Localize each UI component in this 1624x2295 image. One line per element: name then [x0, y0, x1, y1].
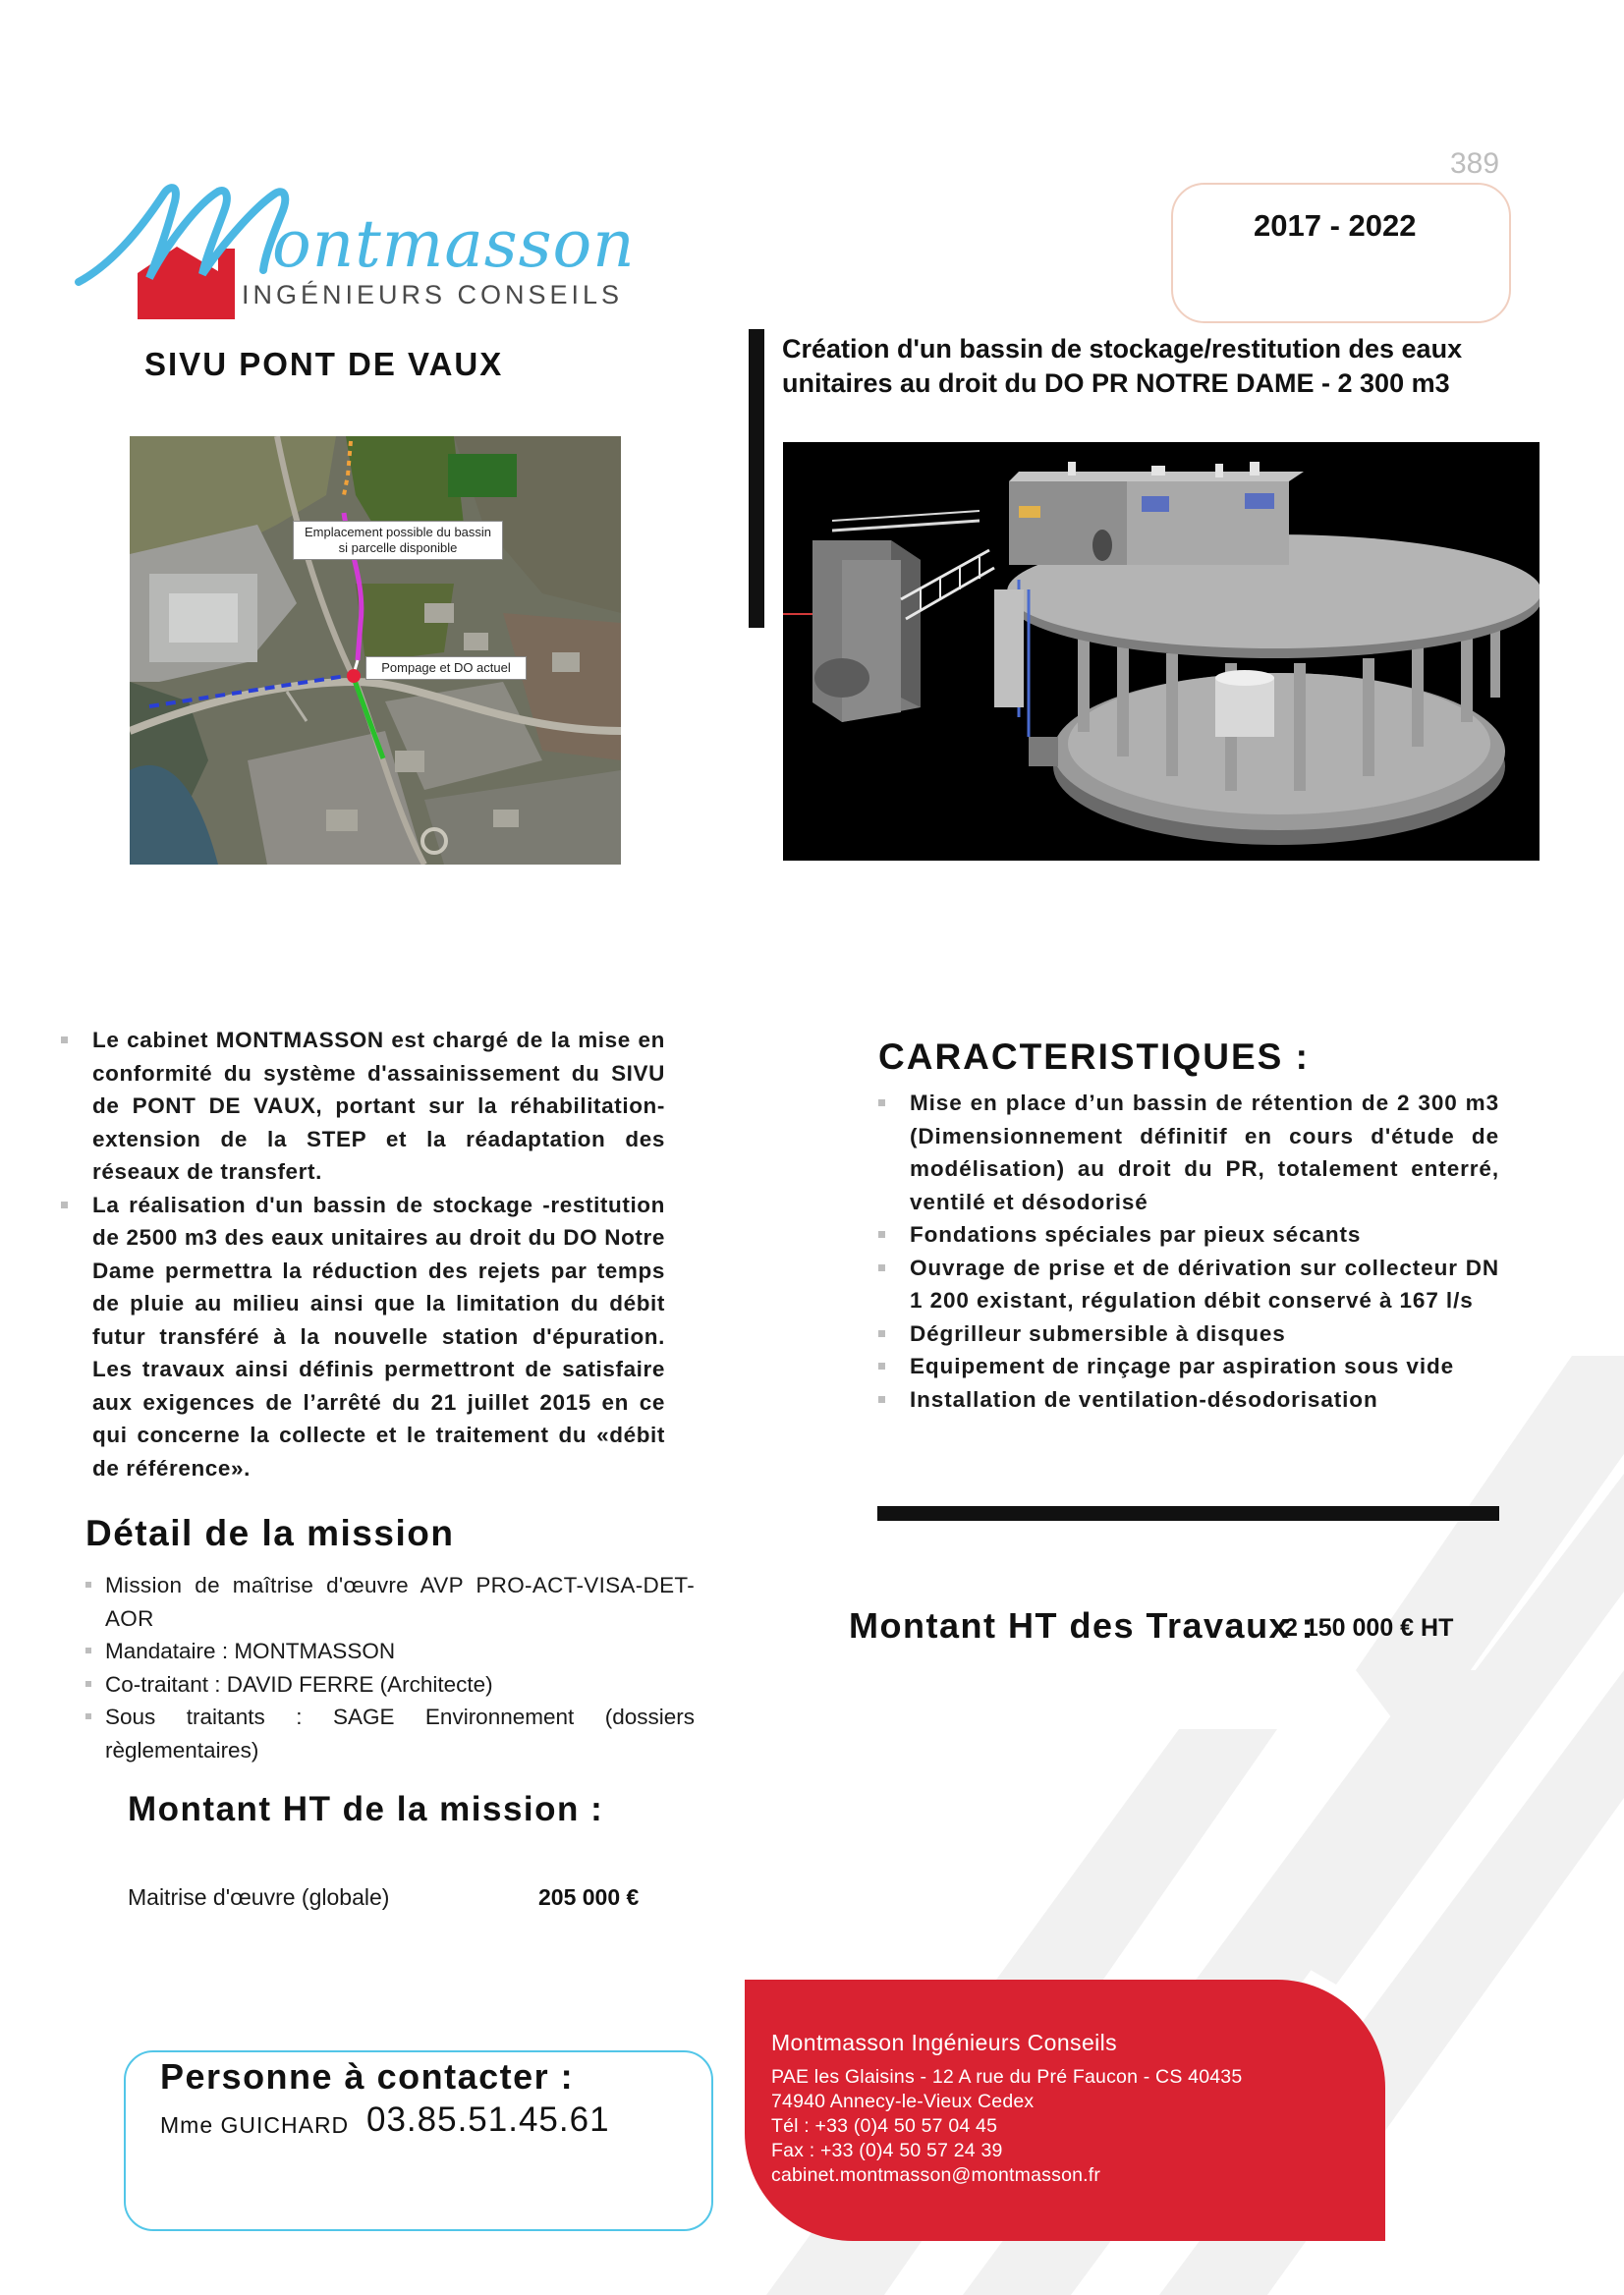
caracteristique-item [878, 1350, 1499, 1383]
svg-text:ontmasson: ontmasson [272, 206, 636, 282]
contact-name: Mme GUICHARD [160, 2112, 350, 2138]
bullet-marker [61, 1202, 68, 1208]
company-address-line: 74940 Annecy-le-Vieux Cedex [771, 2091, 1035, 2112]
mission-item-text: Mandataire : MONTMASSON [105, 1639, 396, 1663]
bullet-marker [878, 1363, 885, 1370]
section-divider-bar [877, 1506, 1499, 1521]
mission-fee-label: Maitrise d'œuvre (globale) [128, 1884, 390, 1910]
caracteristique-text: Dégrilleur submersible à disques [910, 1320, 1286, 1346]
project-title-line: unitaires au droit du DO PR NOTRE DAME - 2 300 m3 [782, 368, 1450, 398]
contact-phone: 03.85.51.45.61 [366, 2100, 610, 2139]
caracteristiques-title: CARACTERISTIQUES : [878, 1036, 1310, 1077]
mission-amount-title: Montant HT de la mission : [128, 1790, 604, 1828]
company-fax-line: Fax : +33 (0)4 50 57 24 39 [771, 2140, 1003, 2161]
mission-title: Détail de la mission [85, 1513, 455, 1553]
company-email-link[interactable]: cabinet.montmasson@montmasson.fr [771, 2164, 1101, 2186]
caracteristique-item [878, 1317, 1499, 1351]
caracteristique-item [878, 1218, 1499, 1252]
project-title-line: Création d'un bassin de stockage/restitution des eaux [782, 334, 1463, 364]
mission-item [85, 1701, 695, 1766]
title-accent-bar [749, 329, 764, 628]
intro-bullets [61, 1024, 665, 1484]
bullet-marker [878, 1099, 885, 1106]
bullet-marker [878, 1396, 885, 1403]
map-label-current-pump: Pompage et DO actuel [365, 656, 527, 680]
mission-item [85, 1569, 695, 1635]
basin-3d-model [783, 442, 1540, 861]
mission-list [85, 1569, 695, 1766]
logo-tagline: INGÉNIEURS CONSEILS [242, 280, 624, 309]
caracteristique-text: Ouvrage de prise et de dérivation sur collecteur DN 1 200 existant, régulation débit conservé à 167 l/s [910, 1255, 1499, 1313]
travaux-amount-value: 2 150 000 € HT [1284, 1614, 1454, 1642]
caracteristique-item [878, 1383, 1499, 1417]
bullet-marker [85, 1648, 91, 1653]
bullet-marker [878, 1264, 885, 1271]
mission-item-text: Mission de maîtrise d'œuvre AVP PRO-ACT-VISA-DET-AOR [105, 1573, 695, 1631]
project-title [782, 332, 1489, 401]
intro-bullet [61, 1189, 665, 1485]
intro-bullet-text: La réalisation d'un bassin de stockage -restitution de 2500 m3 des eaux unitaires au droit du DO Notre Dame permettra la réduction des rejets par temps de pluie au milieu ainsi que la limitation du débit futur transféré à la nouvelle station d'épuration. Les travaux ainsi définis permettront de satisfaire aux exigences de l’arrêté du 21 juillet 2015 en ce qui concerne la collecte et le traitement du «débit de référence». [92, 1192, 665, 1481]
caracteristique-text: Installation de ventilation-désodorisation [910, 1386, 1378, 1412]
bullet-marker [85, 1681, 91, 1687]
mission-item-text: Co-traitant : DAVID FERRE (Architecte) [105, 1671, 493, 1697]
map-label-possible-site: Emplacement possible du bassin si parcelle disponible [293, 521, 503, 560]
company-address-line: PAE les Glaisins - 12 A rue du Pré Faucon - CS 40435 [771, 2066, 1243, 2088]
basin-3d-render [783, 442, 1540, 861]
bullet-marker [85, 1582, 91, 1588]
client-name: SIVU PONT DE VAUX [144, 346, 504, 382]
travaux-amount-title: Montant HT des Travaux : [849, 1605, 1316, 1646]
mission-fee-value: 205 000 € [538, 1884, 640, 1910]
bullet-marker [878, 1231, 885, 1238]
company-name: Montmasson Ingénieurs Conseils [771, 2030, 1118, 2055]
caracteristique-item [878, 1087, 1499, 1218]
intro-bullet [61, 1024, 665, 1189]
caracteristique-text: Mise en place d’un bassin de rétention de 2 300 m3 (Dimensionnement définitif en cours d'étude de modélisation) au droit du PR, totalement enterré, ventilé et désodorisé [910, 1091, 1499, 1214]
page-number: 389 [1450, 147, 1500, 180]
mission-item-text: Sous traitants : SAGE Environnement (dossiers règlementaires) [105, 1705, 695, 1763]
company-address-lines [771, 2065, 1242, 2188]
caracteristique-text: Fondations spéciales par pieux sécants [910, 1222, 1362, 1247]
bullet-marker [878, 1330, 885, 1337]
aerial-map [130, 436, 621, 865]
caracteristique-text: Equipement de rinçage par aspiration sous vide [910, 1354, 1455, 1378]
caracteristique-item [878, 1252, 1499, 1317]
caracteristiques-list [878, 1087, 1499, 1416]
intro-bullet-text: Le cabinet MONTMASSON est chargé de la mise en conformité du système d'assainissement du SIVU de PONT DE VAUX, portant sur la réhabilitation-extension de la STEP et la réadaptation des réseaux de transfert. [92, 1028, 665, 1184]
years-box [1171, 183, 1511, 323]
bullet-marker [61, 1036, 68, 1043]
mission-item [85, 1635, 695, 1668]
mission-item [85, 1668, 695, 1702]
aerial-photo [130, 436, 621, 865]
company-phone-line: Tél : +33 (0)4 50 57 04 45 [771, 2115, 998, 2137]
project-years: 2017 - 2022 [1254, 208, 1417, 243]
bullet-marker [85, 1713, 91, 1719]
contact-title: Personne à contacter : [160, 2056, 575, 2097]
